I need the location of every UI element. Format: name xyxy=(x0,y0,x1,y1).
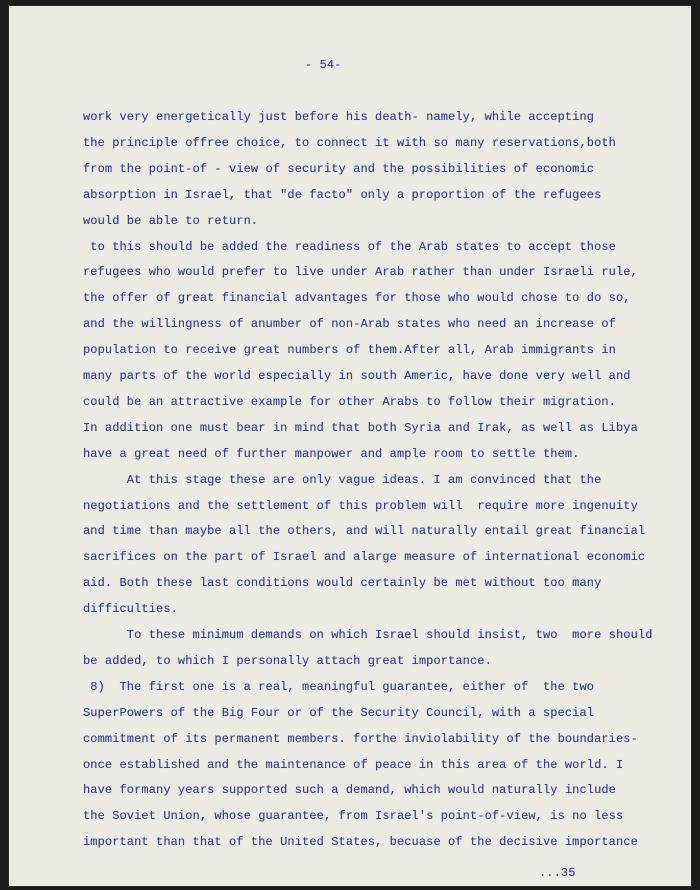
text-line: In addition one must bear in mind that both Syria and Irak, as well as Libya xyxy=(83,420,638,435)
text-line: sacrifices on the part of Israel and alarge measure of international economic xyxy=(83,550,646,565)
text-line: would be able to return. xyxy=(83,213,259,228)
text-line: aid. Both these last conditions would certainly be met without too many xyxy=(83,576,602,591)
continuation-marker: ...35 xyxy=(539,866,576,880)
text-line: important than that of the United States, becuase of the decisive importance xyxy=(83,835,638,850)
text-line: refugees who would prefer to live under Arab rather than under Israeli rule, xyxy=(83,265,638,280)
text-line: once established and the maintenance of peace in this area of the world. I xyxy=(83,757,624,772)
text-line: At this stage these are only vague ideas. I am convinced that the xyxy=(83,472,602,487)
text-line: commitment of its permanent members. forthe inviolability of the boundaries- xyxy=(83,731,638,746)
text-line: from the point-of - view of security and the possibilities of economic xyxy=(83,161,595,176)
text-line: SuperPowers of the Big Four or of the Security Council, with a special xyxy=(83,705,595,720)
text-line: difficulties. xyxy=(83,602,178,617)
text-line: negotiations and the settlement of this problem will require more ingenuity xyxy=(83,498,638,513)
text-line: could be an attractive example for other Arabs to follow their migration. xyxy=(83,394,616,409)
text-line: be added, to which I personally attach great importance. xyxy=(83,653,492,668)
text-line: have a great need of further manpower and ample room to settle them. xyxy=(83,446,580,461)
text-line: work very energetically just before his death- namely, while accepting xyxy=(83,110,595,124)
text-line: many parts of the world especially in south Americ, have done very well and xyxy=(83,369,631,383)
text-line: population to receive great numbers of them.After all, Arab immigrants in xyxy=(83,343,616,358)
text-line: absorption in Israel, that "de facto" only a proportion of the refugees xyxy=(83,187,602,202)
text-line: 8) The first one is a real, meaningful guarantee, either of the two xyxy=(83,679,595,694)
text-line: have formany years supported such a demand, which would naturally include xyxy=(83,783,616,798)
text-line: the offer of great financial advantages for those who would chose to do so, xyxy=(83,291,631,306)
text-line: to this should be added the readiness of the Arab states to accept those xyxy=(83,239,616,254)
document-page xyxy=(9,6,691,886)
text-line: the principle offree choice, to connect it with so many reservations,both xyxy=(83,135,616,150)
text-line: and time than maybe all the others, and will naturally entail great financial xyxy=(83,524,646,539)
text-line: To these minimum demands on which Israel should insist, two more should xyxy=(83,628,653,642)
text-line: and the willingness of anumber of non-Arab states who need an increase of xyxy=(83,317,616,332)
text-line: the Soviet Union, whose guarantee, from Israel's point-of-view, is no less xyxy=(83,809,624,824)
page-number: - 54- xyxy=(305,58,342,72)
